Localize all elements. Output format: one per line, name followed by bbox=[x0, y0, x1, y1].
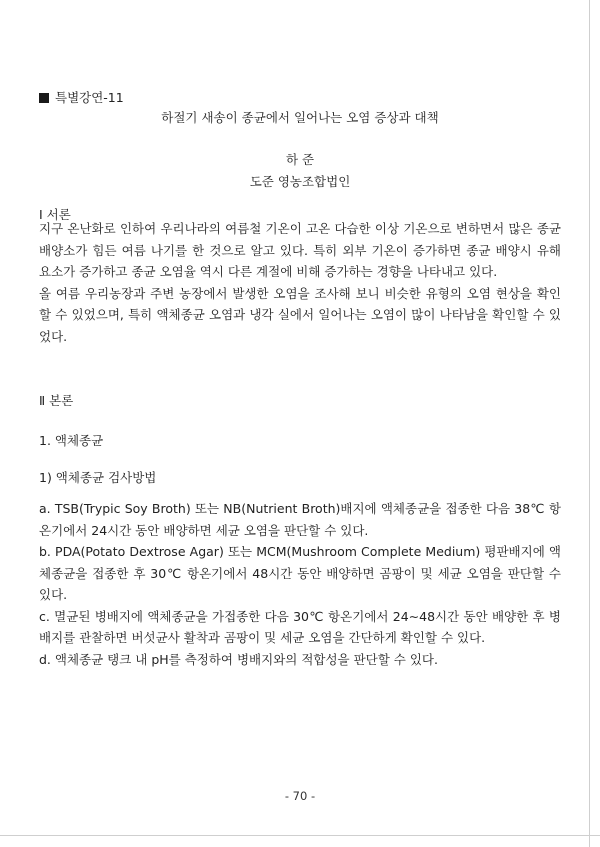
page-number: - 70 - bbox=[284, 789, 316, 803]
method-item: a. TSB(Trypic Soy Broth) 또는 NB(Nutrient Broth)배지에 액체종균을 접종한 다음 38℃ 항온기에서 24시간 동안 배양하면 세균 오염을 판단할 수 있다. bbox=[39, 501, 561, 538]
method-item: b. PDA(Potato Dextrose Agar) 또는 MCM(Mushroom Complete Medium) 평판배지에 액체종균을 접종한 후 30℃ 항온기에서 48시간 동안 배양하면 곰팡이 및 세균 오염을 판단할 수 있다. bbox=[39, 544, 561, 602]
section-label bbox=[39, 88, 124, 106]
method-item: d. 액체종균 탱크 내 pH를 측정하여 병배지와의 적합성을 판단할 수 있다. bbox=[39, 651, 438, 667]
intro-section bbox=[39, 218, 561, 347]
square-bullet-icon bbox=[39, 93, 49, 103]
intro-paragraph: 올 여름 우리농장과 주변 농장에서 발생한 오염을 조사해 보니 비슷한 유형의 오염 현상을 확인 할 수 있었으며, 특히 액체종균 오염과 냉각 실에서 일어나는 오염이 많이 나타남을 확인할 수 있었다. bbox=[39, 285, 561, 344]
author-affiliation: 도준 영농조합법인 bbox=[249, 174, 351, 189]
page-border-right bbox=[589, 0, 590, 847]
method-list bbox=[39, 498, 561, 670]
body-heading: Ⅱ 본론 bbox=[39, 393, 74, 408]
method-item: c. 멸균된 병배지에 액체종균을 가접종한 다음 30℃ 항온기에서 24∼48시간 동안 배양한 후 병배지를 관찰하면 버섯균사 활착과 곰팡이 및 세균 오염을 간단하게 확인할 수 있다. bbox=[39, 608, 561, 645]
subsection-heading: 1. 액체종균 bbox=[39, 433, 104, 448]
intro-heading: Ⅰ 서론 bbox=[39, 207, 71, 222]
subsubsection-heading: 1) 액체종균 검사방법 bbox=[39, 470, 157, 485]
document-page bbox=[39, 0, 561, 847]
author-name: 하 준 bbox=[285, 152, 315, 167]
section-label-text: 특별강연-11 bbox=[55, 90, 124, 105]
intro-paragraph: 지구 온난화로 인하여 우리나라의 여름철 기온이 고온 다습한 이상 기온으로 변하면서 많은 종균 배양소가 힘든 여름 나기를 한 것으로 알고 있다. 특히 외부 기온이 증가하면 종균 배양시 유해 요소가 증가하고 종균 오염율 역시 다른 계절에 비해 증가하는 경향을 나타내고 있다. bbox=[39, 221, 561, 279]
document-title: 하절기 새송이 종균에서 일어나는 오염 증상과 대책 bbox=[161, 110, 439, 125]
